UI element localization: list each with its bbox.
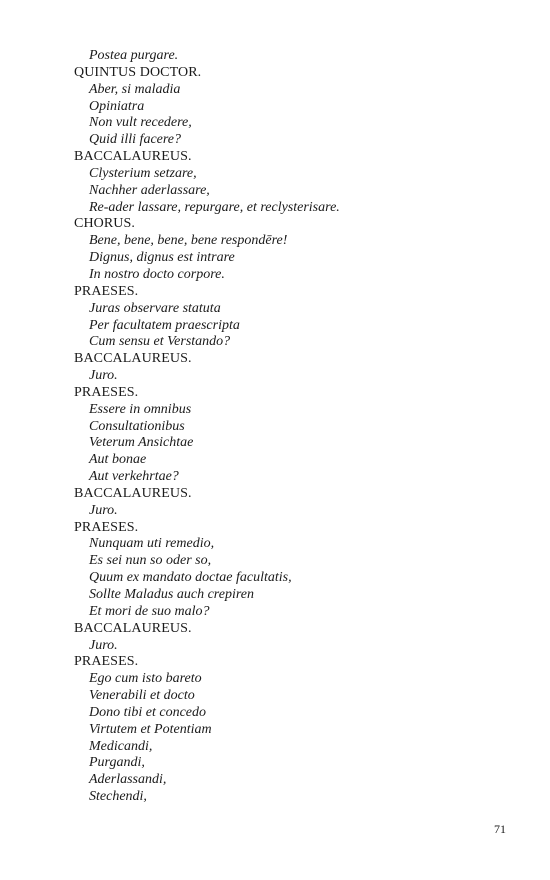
speaker-name: BACCALAUREUS.	[74, 485, 192, 501]
verse-line: Juras observare statuta	[89, 300, 221, 316]
verse-line: Et mori de suo malo?	[89, 603, 210, 619]
verse-line: Juro.	[89, 368, 118, 384]
verse-line: Nachher aderlassare,	[89, 182, 210, 198]
verse-line: Re-ader lassare, repurgare, et reclysterisare.	[89, 199, 340, 215]
verse-line: Sollte Maladus auch crepiren	[89, 587, 254, 602]
verse-line: Aderlassandi,	[89, 772, 167, 788]
verse-line: Dignus, dignus est intrare	[89, 250, 235, 266]
verse-line: Consultationibus	[89, 418, 185, 434]
speaker-name: BACCALAUREUS.	[74, 620, 192, 636]
verse-line: Medicandi,	[89, 738, 153, 754]
speaker-name: BACCALAUREUS.	[74, 149, 192, 165]
verse-line: Aber, si maladia	[89, 81, 181, 97]
page-number: 71	[494, 822, 506, 836]
verse-line: Aut bonae	[89, 452, 147, 468]
verse-line: Opiniatra	[89, 98, 145, 114]
verse-line: Venerabili et docto	[89, 688, 195, 704]
verse-line: Veterum Ansichtae	[89, 435, 194, 451]
speaker-name: CHORUS.	[74, 216, 135, 232]
verse-line: Bene, bene, bene, bene respondēre!	[89, 233, 288, 249]
verse-line: Es sei nun so oder so,	[89, 553, 212, 569]
verse-line: Quid illi facere?	[89, 132, 182, 148]
verse-line: Clysterium setzare,	[89, 165, 197, 181]
verse-line: Juro.	[89, 637, 118, 653]
verse-line: In nostro docto corpore.	[89, 266, 225, 282]
verse-line: Virtutem et Potentiam	[89, 721, 212, 737]
verse-line: Stechendi,	[89, 789, 147, 805]
verse-line: Postea purgare.	[89, 48, 179, 63]
verse-line: Dono tibi et concedo	[89, 704, 207, 720]
dialogue-text	[74, 48, 514, 806]
speaker-name: PRAESES.	[74, 519, 139, 535]
verse-line: Juro.	[89, 502, 118, 518]
verse-line: Per facultatem praescripta	[89, 317, 240, 333]
verse-line: Quum ex mandato doctae facultatis,	[89, 570, 292, 586]
verse-line: Ego cum isto bareto	[89, 671, 202, 687]
verse-line: Cum sensu et Verstando?	[89, 334, 231, 350]
speaker-name: PRAESES.	[74, 654, 139, 670]
speaker-name: QUINTUS DOCTOR.	[74, 64, 202, 80]
verse-line: Aut verkehrtae?	[89, 469, 179, 485]
verse-line: Purgandi,	[89, 755, 145, 771]
speaker-name: PRAESES.	[74, 384, 139, 400]
speaker-name: BACCALAUREUS.	[74, 351, 192, 367]
verse-line: Nunquam uti remedio,	[89, 536, 215, 552]
verse-line: Non vult recedere,	[89, 115, 192, 131]
speaker-name: PRAESES.	[74, 283, 139, 299]
verse-line: Essere in omnibus	[89, 401, 192, 417]
